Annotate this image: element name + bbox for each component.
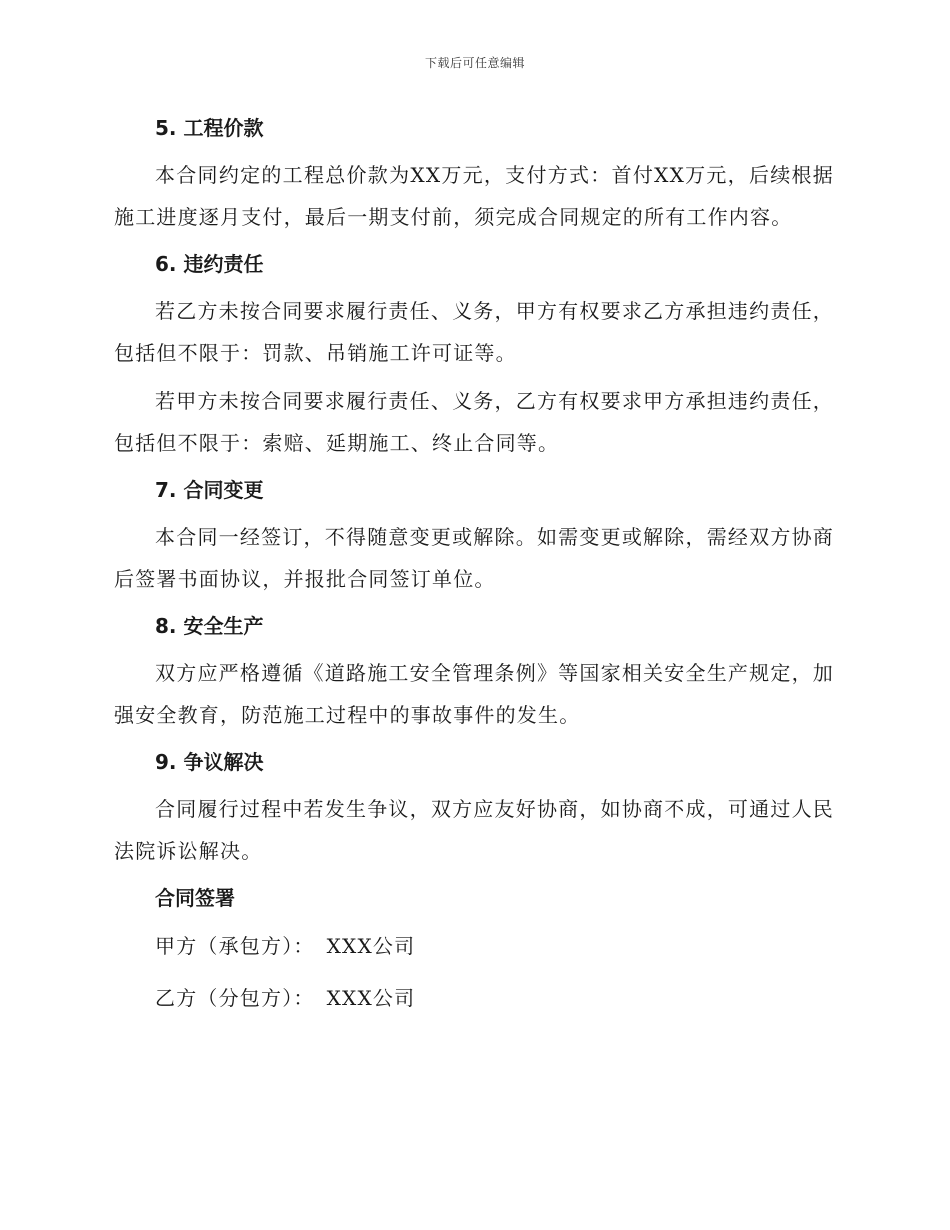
section-heading-7: 7. 合同变更 bbox=[155, 478, 264, 502]
section-heading-5: 5. 工程价款 bbox=[155, 116, 264, 140]
party-b-label: 乙方（分包方）： bbox=[155, 986, 315, 1010]
page-header: 下载后可任意编辑 bbox=[424, 56, 525, 70]
section-8-paragraph: 双方应严格遵循《道路施工安全管理条例》等国家相关安全生产规定，加强安全教育，防范施工过程中的事故事件的发生。 bbox=[114, 661, 834, 727]
section-heading-6: 6. 违约责任 bbox=[155, 252, 264, 276]
section-heading-8: 8. 安全生产 bbox=[155, 614, 264, 638]
section-6-paragraph-2: 若甲方未按合同要求履行责任、义务，乙方有权要求甲方承担违约责任，包括但不限于：索赔、延期施工、终止合同等。 bbox=[114, 389, 834, 455]
party-a-label: 甲方（承包方）： bbox=[155, 934, 315, 958]
party-b-value: XXX公司 bbox=[326, 986, 416, 1010]
section-9-paragraph: 合同履行过程中若发生争议，双方应友好协商，如协商不成，可通过人民法院诉讼解决。 bbox=[114, 797, 834, 863]
signature-heading: 合同签署 bbox=[155, 886, 235, 910]
section-7-paragraph: 本合同一经签订，不得随意变更或解除。如需变更或解除，需经双方协商后签署书面协议，并报批合同签订单位。 bbox=[114, 525, 834, 591]
party-a-line bbox=[114, 924, 834, 968]
section-heading-9: 9. 争议解决 bbox=[155, 750, 264, 774]
party-b-line bbox=[114, 976, 834, 1020]
section-6-paragraph-1: 若乙方未按合同要求履行责任、义务，甲方有权要求乙方承担违约责任，包括但不限于：罚款、吊销施工许可证等。 bbox=[114, 299, 834, 365]
document-body bbox=[114, 108, 834, 1028]
section-5-paragraph: 本合同约定的工程总价款为XX万元，支付方式：首付XX万元，后续根据施工进度逐月支付，最后一期支付前，须完成合同规定的所有工作内容。 bbox=[114, 163, 834, 229]
party-a-value: XXX公司 bbox=[326, 934, 416, 958]
